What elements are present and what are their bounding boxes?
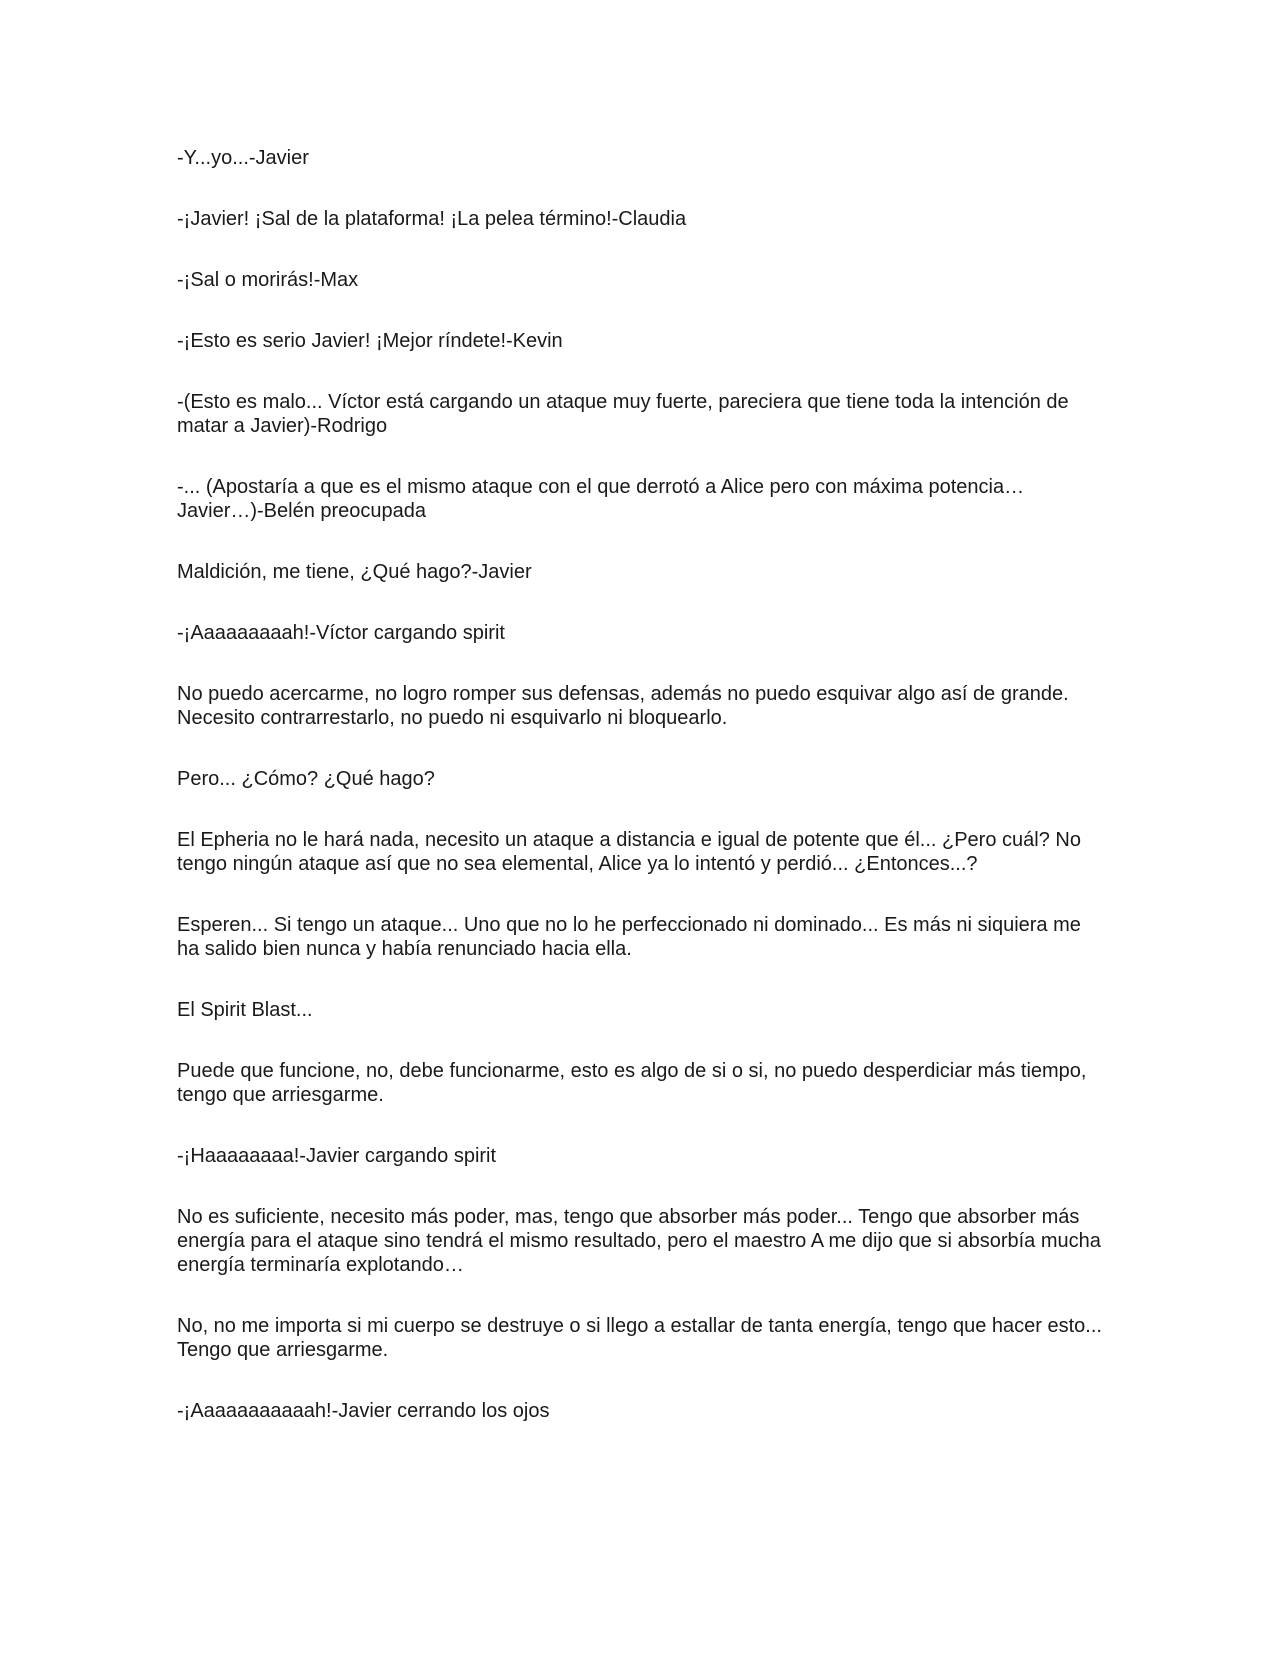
- paragraph: El Epheria no le hará nada, necesito un ataque a distancia e igual de potente que él... ¿Pero cuál? No tengo ningún ataque así que no sea elemental, Alice ya lo intentó y perdió... ¿Entonces...?: [177, 829, 1081, 875]
- paragraph: -¡Sal o morirás!-Max: [177, 269, 359, 291]
- paragraph: -(Esto es malo... Víctor está cargando un ataque muy fuerte, pareciera que tiene toda la intención de matar a Javier)-Rodrigo: [177, 391, 1069, 437]
- paragraph: -... (Apostaría a que es el mismo ataque con el que derrotó a Alice pero con máxima potencia… Javier…)-Belén preocupada: [177, 476, 1025, 522]
- paragraph: No puedo acercarme, no logro romper sus defensas, además no puedo esquivar algo así de grande. Necesito contrarrestarlo, no puedo ni esquivarlo ni bloquearlo.: [177, 683, 1069, 729]
- paragraph: -¡Esto es serio Javier! ¡Mejor ríndete!-Kevin: [177, 330, 563, 352]
- paragraph: -¡Haaaaaaaa!-Javier cargando spirit: [177, 1145, 497, 1167]
- paragraph: Pero... ¿Cómo? ¿Qué hago?: [177, 768, 435, 790]
- paragraph: -¡Javier! ¡Sal de la plataforma! ¡La pelea término!-Claudia: [177, 208, 687, 230]
- paragraph: Puede que funcione, no, debe funcionarme, esto es algo de si o si, no puedo desperdiciar más tiempo, tengo que arriesgarme.: [177, 1060, 1087, 1106]
- paragraph: No es suficiente, necesito más poder, mas, tengo que absorber más poder... Tengo que absorber más energía para el ataque sino tendrá el mismo resultado, pero el maestro A me dijo que si absorbía mucha energía terminaría explotando…: [177, 1206, 1101, 1276]
- story-text: [177, 146, 1107, 1423]
- paragraph: -¡Aaaaaaaaah!-Víctor cargando spirit: [177, 622, 505, 644]
- paragraph: Esperen... Si tengo un ataque... Uno que no lo he perfeccionado ni dominado... Es más ni siquiera me ha salido bien nunca y había renunciado hacia ella.: [177, 914, 1081, 960]
- paragraph: Maldición, me tiene, ¿Qué hago?-Javier: [177, 561, 532, 583]
- paragraph: -¡Aaaaaaaaaaah!-Javier cerrando los ojos: [177, 1400, 550, 1422]
- paragraph: -Y...yo...-Javier: [177, 147, 309, 169]
- paragraph: No, no me importa si mi cuerpo se destruye o si llego a estallar de tanta energía, tengo que hacer esto... Tengo que arriesgarme.: [177, 1315, 1102, 1361]
- paragraph: El Spirit Blast...: [177, 999, 313, 1021]
